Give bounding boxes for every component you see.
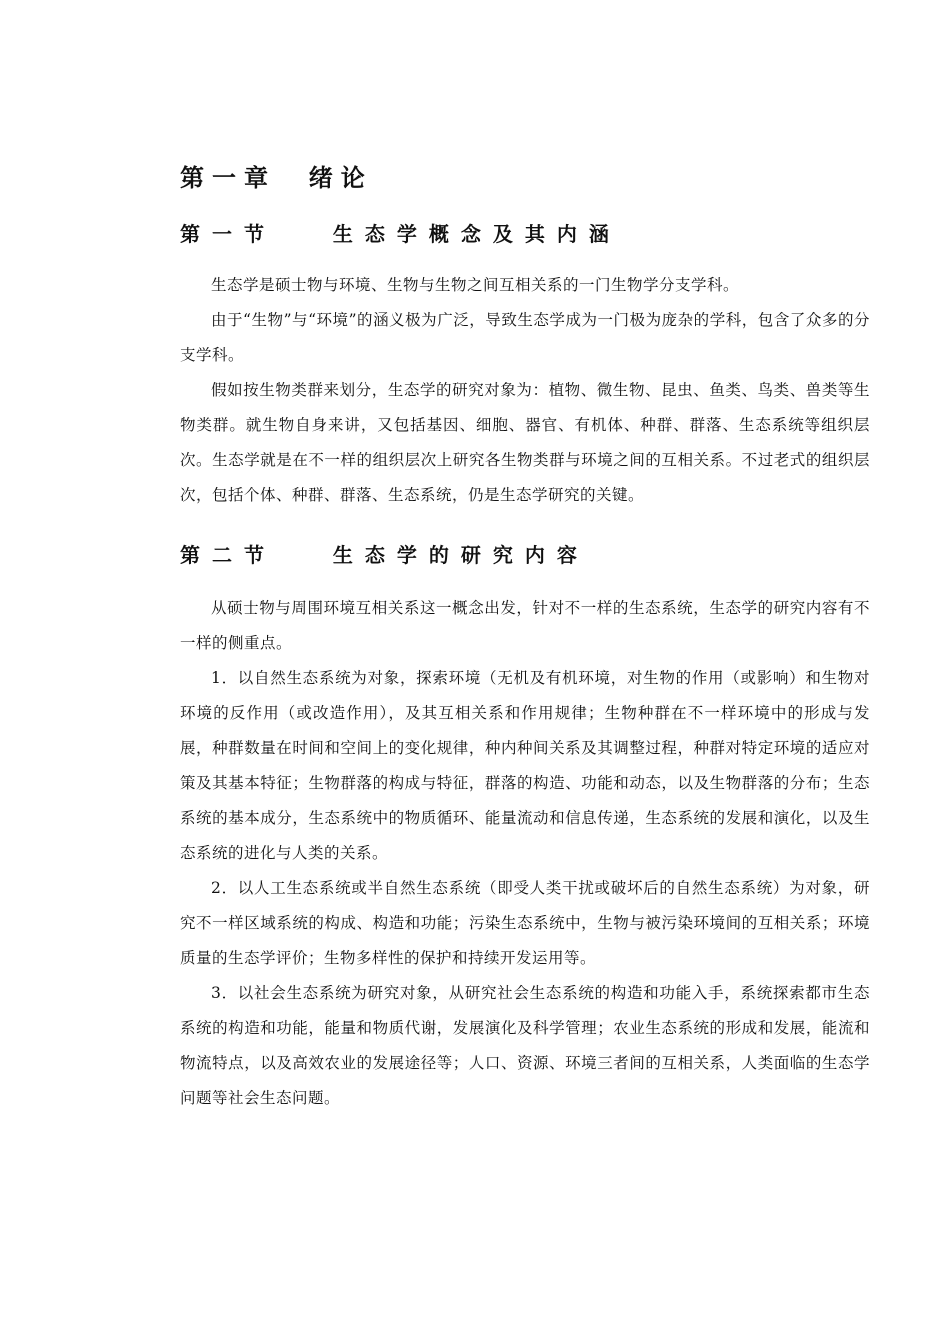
paragraph: 1．以自然生态系统为对象，探索环境（无机及有机环境，对生物的作用（或影响）和生物对环境的反作用（或改造作用），及其互相关系和作用规律；生物种群在不一样环境中的形成与发展，种群数量在时间和空间上的变化规律，种内种间关系及其调整过程，种群对特定环境的适应对策及其基本特征；生物群落的构成与特征，群落的构造、功能和动态，以及生物群落的分布；生态系统的基本成分，生态系统中的物质循环、能量流动和信息传递，生态系统的发展和演化，以及生态系统的进化与人类的关系。 <box>180 669 870 862</box>
paragraph: 2．以人工生态系统或半自然生态系统（即受人类干扰或破坏后的自然生态系统）为对象，研究不一样区域系统的构成、构造和功能；污染生态系统中，生物与被污染环境间的互相关系；环境质量的生态学评价；生物多样性的保护和持续开发运用等。 <box>180 879 870 967</box>
paragraph: 从硕士物与周围环境互相关系这一概念出发，针对不一样的生态系统，生态学的研究内容有不一样的侧重点。 <box>180 599 870 652</box>
paragraph: 生态学是硕士物与环境、生物与生物之间互相关系的一门生物学分支学科。 <box>211 276 740 294</box>
document-page <box>180 158 870 1116</box>
chapter-title: 第一章 绪论 <box>180 164 373 192</box>
section-title: 第一节 生态学概念及其内涵 <box>180 222 621 246</box>
section-2 <box>180 537 870 1116</box>
section-1 <box>180 216 870 513</box>
paragraph: 由于“生物”与“环境”的涵义极为广泛，导致生态学成为一门极为庞杂的学科，包含了众多的分支学科。 <box>180 311 870 364</box>
paragraph: 假如按生物类群来划分，生态学的研究对象为：植物、微生物、昆虫、鱼类、鸟类、兽类等生物类群。就生物自身来讲，又包括基因、细胞、器官、有机体、种群、群落、生态系统等组织层次。生态学就是在不一样的组织层次上研究各生物类群与环境之间的互相关系。不过老式的组织层次，包括个体、种群、群落、生态系统，仍是生态学研究的关键。 <box>180 381 870 504</box>
section-title: 第二节 生态学的研究内容 <box>180 543 589 567</box>
paragraph: 3．以社会生态系统为研究对象，从研究社会生态系统的构造和功能入手，系统探索都市生态系统的构造和功能，能量和物质代谢，发展演化及科学管理；农业生态系统的形成和发展，能流和物流特点，以及高效农业的发展途径等；人口、资源、环境三者间的互相关系，人类面临的生态学问题等社会生态问题。 <box>180 984 870 1107</box>
